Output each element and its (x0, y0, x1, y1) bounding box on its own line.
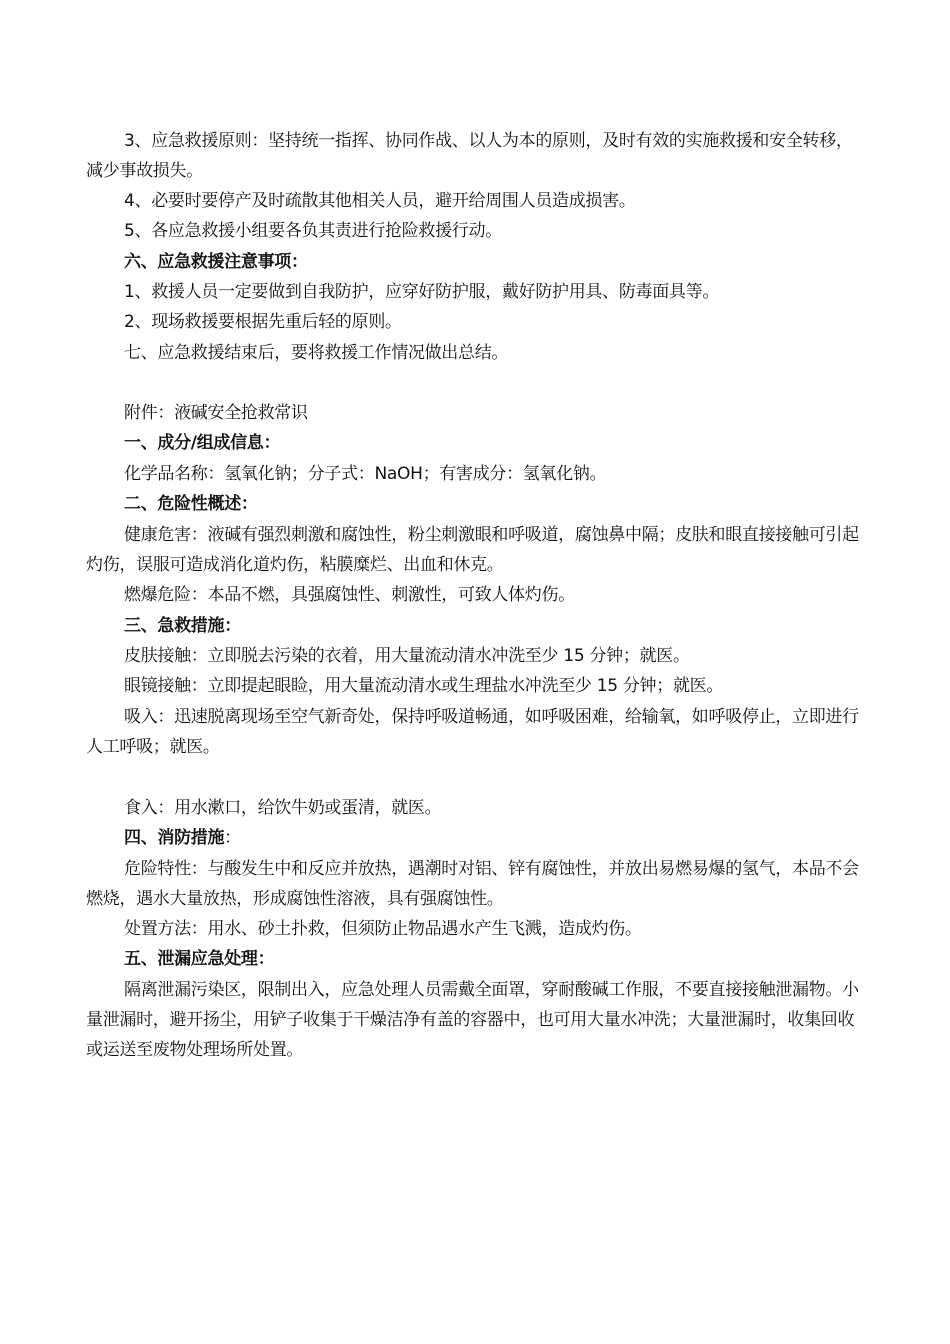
heading-hazard-overview: 二、危险性概述： (124, 494, 258, 514)
paragraph-danger-properties: 危险特性：与酸发生中和反应并放热，遇潮时对铝、锌有腐蚀性，并放出易燃易爆的氢气，本品不会燃烧，遇水大量放热，形成腐蚀性溶液，具有强腐蚀性。 (86, 859, 859, 909)
paragraph-disposal-method: 处置方法：用水、砂土扑救，但须防止物品遇水产生飞溅，造成灼伤。 (124, 919, 642, 939)
attachment-title: 附件：液碱安全抢救常识 (124, 403, 308, 423)
paragraph-self-protection: 1、救援人员一定要做到自我防护，应穿好防护服，戴好防护用具、防毒面具等。 (124, 282, 720, 302)
heading-firefighting-bold: 四、消防措施 (124, 828, 225, 848)
paragraph-skin-contact: 皮肤接触：立即脱去污染的衣着，用大量流动清水冲洗至少 15 分钟；就医。 (124, 646, 690, 666)
heading-rescue-notes: 六、应急救援注意事项： (124, 252, 308, 272)
heading-first-aid: 三、急救措施： (124, 616, 241, 636)
paragraph-inhalation: 吸入：迅速脱离现场至空气新奇处，保持呼吸道畅通，如呼吸困难，给输氧，如呼吸停止，立即进行人工呼吸；就医。 (86, 707, 859, 757)
paragraph-summary: 七、应急救援结束后，要将救援工作情况做出总结。 (124, 343, 509, 363)
paragraph-rescue-principle: 3、应急救援原则：坚持统一指挥、协同作战、以人为本的原则，及时有效的实施救援和安全转移，减少事故损失。 (86, 131, 853, 181)
paragraph-leak-procedure: 隔离泄漏污染区，限制出入，应急处理人员需戴全面罩，穿耐酸碱工作服，不要直接接触泄漏物。小量泄漏时，避开扬尘，用铲子收集于干燥洁净有盖的容器中，也可用大量水冲洗；大量泄漏时，收集回收或运送至废物处理场所处置。 (86, 980, 859, 1060)
paragraph-health-hazard: 健康危害：液碱有强烈刺激和腐蚀性，粉尘刺激眼和呼吸道，腐蚀鼻中隔；皮肤和眼直接接触可引起灼伤，误服可造成消化道灼伤，粘膜糜烂、出血和休克。 (86, 525, 859, 575)
paragraph-fire-hazard: 燃爆危险：本品不燃，具强腐蚀性、刺激性，可致人体灼伤。 (124, 585, 575, 605)
heading-firefighting-colon: ： (224, 828, 241, 848)
paragraph-eye-contact: 眼镜接触：立即提起眼睑，用大量流动清水或生理盐水冲洗至少 15 分钟；就医。 (124, 676, 724, 696)
paragraph-priority: 2、现场救援要根据先重后轻的原则。 (124, 312, 402, 332)
paragraph-ingestion: 食入：用水漱口，给饮牛奶或蛋清，就医。 (124, 798, 442, 818)
paragraph-rescue-teams: 5、各应急救援小组要各负其责进行抢险救援行动。 (124, 221, 502, 241)
heading-firefighting (86, 823, 864, 853)
paragraph-evacuate: 4、必要时要停产及时疏散其他相关人员，避开给周围人员造成损害。 (124, 191, 636, 211)
heading-leak-handling: 五、泄漏应急处理： (124, 949, 275, 969)
paragraph-chemical-name: 化学品名称：氢氧化钠；分子式：NaOH；有害成分：氢氧化钠。 (124, 464, 607, 484)
heading-composition: 一、成分/组成信息： (124, 433, 281, 453)
